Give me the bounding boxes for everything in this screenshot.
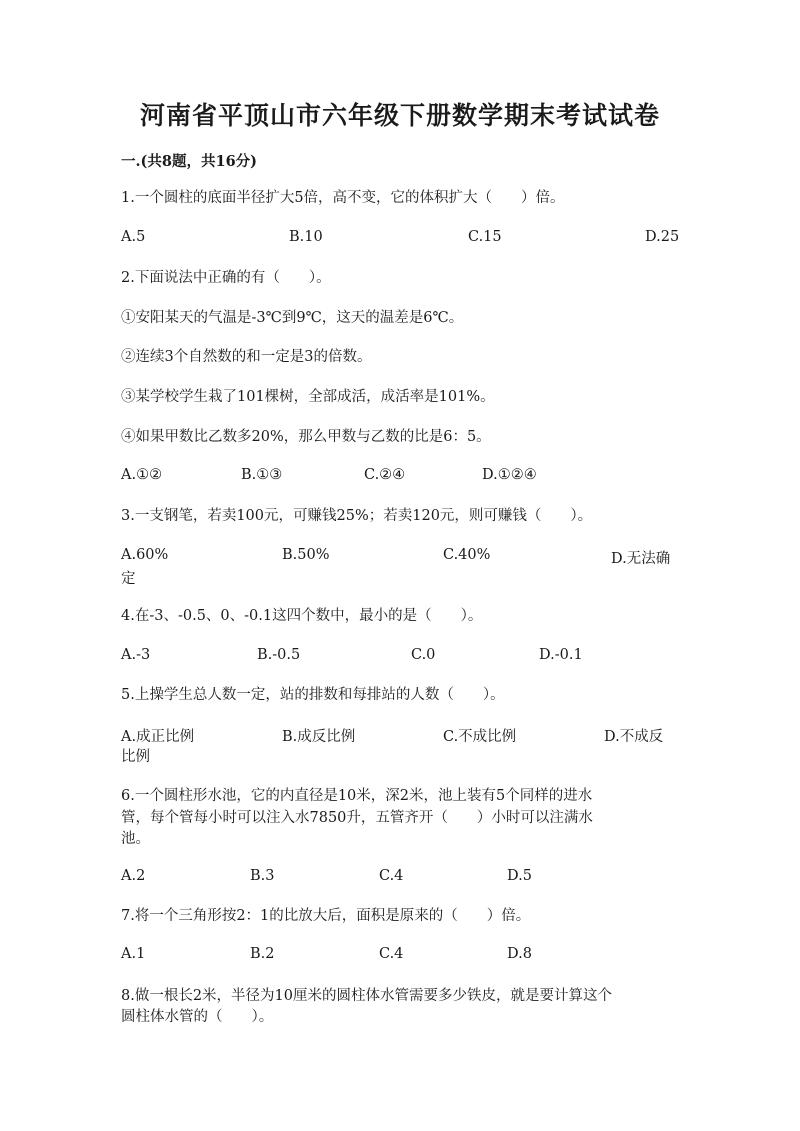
question-6-stem-line-1: 6.一个圆柱形水池，它的内直径是10米，深2米，池上装有5个同样的进水 [121, 788, 593, 804]
option-b[interactable]: B.①③ [241, 467, 283, 483]
question-7-stem: 7.将一个三角形按2：1的比放大后，面积是原来的（ ）倍。 [121, 908, 531, 924]
question-2-item-4: ④如果甲数比乙数多20%，那么甲数与乙数的比是6：5。 [121, 429, 491, 445]
question-4-stem: 4.在-3、-0.5、0、-0.1这四个数中，最小的是（ ）。 [121, 608, 483, 624]
option-d[interactable]: D.-0.1 [539, 647, 583, 663]
option-d[interactable]: D.无法确 [611, 551, 671, 567]
question-6-stem-line-3: 池。 [121, 831, 150, 847]
question-1-stem: 1.一个圆柱的底面半径扩大5倍，高不变，它的体积扩大（ ）倍。 [121, 190, 565, 206]
option-d[interactable]: D.不成反 [604, 729, 664, 745]
option-d[interactable]: D.8 [507, 946, 532, 962]
section-heading: 一.(共8题，共16分) [121, 153, 258, 170]
exam-title: 河南省平顶山市六年级下册数学期末考试试卷 [139, 101, 660, 130]
question-7-options [121, 946, 681, 968]
option-c[interactable]: C.②④ [364, 467, 406, 483]
question-8-stem-line-2: 圆柱体水管的（ ）。 [121, 1009, 274, 1025]
question-2-item-1: ①安阳某天的气温是-3℃到9℃，这天的温差是6℃。 [121, 310, 464, 326]
option-a[interactable]: A.5 [121, 229, 146, 245]
question-2-options [121, 467, 681, 489]
option-b[interactable]: B.10 [289, 229, 323, 245]
option-b[interactable]: B.-0.5 [257, 647, 301, 663]
question-5-stem: 5.上操学生总人数一定，站的排数和每排站的人数（ ）。 [121, 687, 505, 703]
option-a[interactable]: A.-3 [121, 647, 151, 663]
question-2-item-3: ③某学校学生栽了101棵树，全部成活，成活率是101%。 [121, 389, 495, 405]
option-b[interactable]: B.3 [250, 868, 275, 884]
option-d[interactable]: D.25 [645, 229, 680, 245]
option-c[interactable]: C.40% [443, 547, 491, 563]
question-5-option-d-wrap: 比例 [121, 749, 150, 765]
option-a[interactable]: A.60% [121, 547, 169, 563]
option-c[interactable]: C.4 [379, 946, 404, 962]
option-b[interactable]: B.2 [250, 946, 275, 962]
question-3-options [121, 547, 681, 569]
question-5-options [121, 725, 681, 747]
option-d[interactable]: D.①②④ [482, 467, 537, 483]
option-c[interactable]: C.0 [411, 647, 436, 663]
option-c[interactable]: C.不成比例 [443, 729, 517, 745]
question-3-stem: 3.一支钢笔，若卖100元，可赚钱25%；若卖120元，则可赚钱（ ）。 [121, 508, 593, 524]
option-c[interactable]: C.15 [468, 229, 502, 245]
question-4-options [121, 647, 681, 669]
question-1-options [121, 229, 681, 251]
question-2-item-2: ②连续3个自然数的和一定是3的倍数。 [121, 349, 372, 365]
question-6-stem-line-2: 管，每个管每小时可以注入水7850升，五管齐开（ ）小时可以注满水 [121, 810, 593, 826]
question-2-stem: 2.下面说法中正确的有（ ）。 [121, 270, 331, 286]
option-c[interactable]: C.4 [379, 868, 404, 884]
option-d[interactable]: D.5 [507, 868, 532, 884]
option-a[interactable]: A.1 [121, 946, 146, 962]
question-6-options [121, 868, 681, 890]
question-8-stem-line-1: 8.做一根长2米，半径为10厘米的圆柱体水管需要多少铁皮，就是要计算这个 [121, 988, 613, 1004]
option-a[interactable]: A.2 [121, 868, 146, 884]
option-b[interactable]: B.成反比例 [282, 729, 356, 745]
option-a[interactable]: A.成正比例 [121, 729, 195, 745]
option-b[interactable]: B.50% [282, 547, 330, 563]
option-a[interactable]: A.①② [121, 467, 163, 483]
question-3-option-d-wrap: 定 [121, 571, 136, 587]
